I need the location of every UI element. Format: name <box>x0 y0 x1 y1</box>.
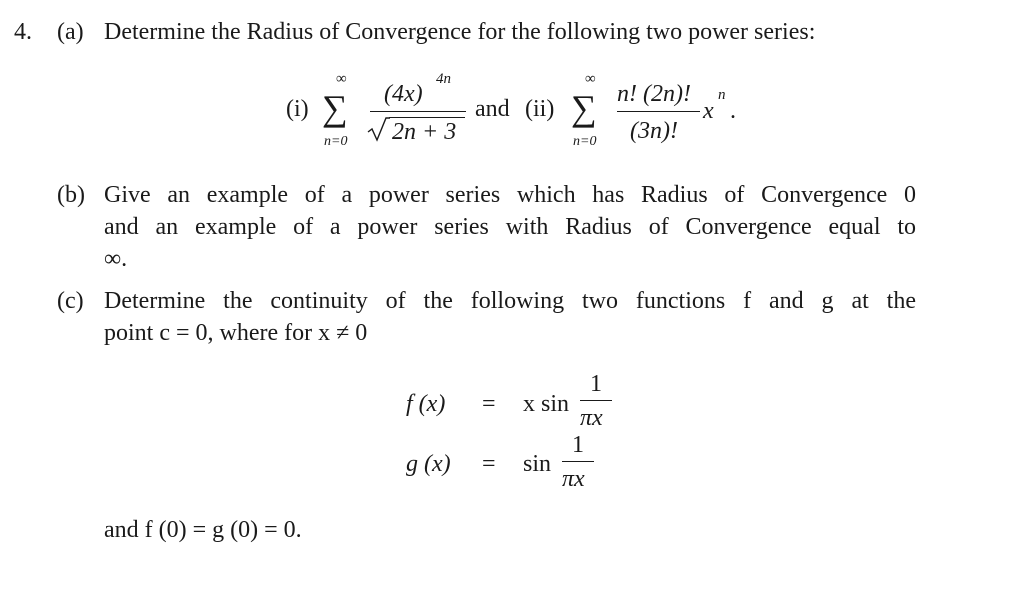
series-i-sum-lower: n=0 <box>324 134 348 149</box>
series-i-numerator: (4x) <box>384 81 423 107</box>
f-fraction-denominator: πx <box>580 405 603 431</box>
g-fraction-denominator: πx <box>562 466 585 492</box>
part-c-line-1: Determine the continuity of the following two functions f and g at the <box>104 288 916 314</box>
f-lhs: f (x) <box>406 391 446 417</box>
series-i-label: (i) <box>286 96 309 122</box>
part-a-text: Determine the Radius of Convergence for the following two power series: <box>104 19 816 45</box>
series-ii-end-punct: . <box>730 98 736 124</box>
series-ii-fraction-bar <box>617 111 700 112</box>
part-c-label: (c) <box>57 288 84 314</box>
g-lhs: g (x) <box>406 451 451 477</box>
g-fraction-numerator: 1 <box>572 432 584 458</box>
g-rhs-prefix: sin <box>523 451 552 477</box>
series-ii-denominator: (3n)! <box>630 118 678 144</box>
series-i-numerator-exponent: 4n <box>436 71 451 87</box>
series-conjunction: and <box>475 96 510 122</box>
series-ii-numerator: n! (2n)! <box>617 81 691 107</box>
summation-icon: ∑ <box>322 88 348 128</box>
series-i-sum-upper: ∞ <box>336 71 347 87</box>
problem-number: 4. <box>14 19 32 45</box>
part-b-line-3: ∞. <box>104 246 128 272</box>
g-equals: = <box>482 451 496 477</box>
f-rhs-prefix: x sin <box>523 391 570 417</box>
series-ii-sum-upper: ∞ <box>585 71 596 87</box>
square-root-icon <box>366 116 390 142</box>
summation-icon: ∑ <box>571 88 597 128</box>
part-b-line-2: and an example of a power series with Radius of Convergence equal to <box>104 214 916 240</box>
f-fraction-bar <box>580 400 612 401</box>
g-fraction-bar <box>562 461 594 462</box>
series-i-fraction-bar <box>370 111 466 112</box>
part-c-conclusion: and f (0) = g (0) = 0. <box>104 517 302 543</box>
part-a-label: (a) <box>57 19 84 45</box>
square-root-vinculum <box>389 117 465 118</box>
part-b-line-1: Give an example of a power series which has Radius of Convergence 0 <box>104 182 916 208</box>
series-ii-label: (ii) <box>525 96 555 122</box>
series-ii-sum-lower: n=0 <box>573 134 597 149</box>
f-fraction-numerator: 1 <box>590 371 602 397</box>
part-c-line-2: point c = 0, where for x ≠ 0 <box>104 320 368 346</box>
series-i-denominator: 2n + 3 <box>392 119 457 145</box>
f-equals: = <box>482 391 496 417</box>
series-ii-factor: x <box>703 98 714 124</box>
part-b-label: (b) <box>57 182 85 208</box>
series-ii-factor-exponent: n <box>718 87 726 103</box>
